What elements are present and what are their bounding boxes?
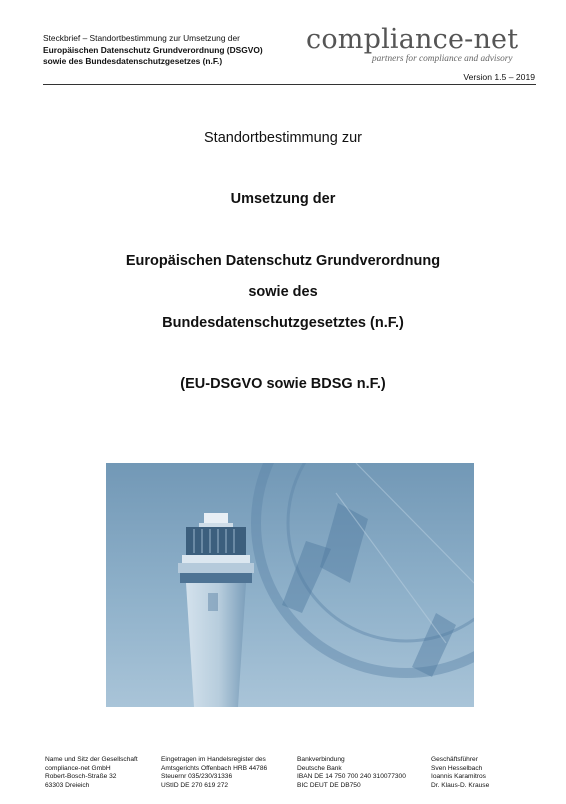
footer-line: compliance-net GmbH (45, 764, 111, 772)
title-line-6: (EU-DSGVO sowie BDSG n.F.) (180, 376, 386, 392)
footer-bank-info (297, 756, 406, 790)
header-line-1: Steckbrief – Standortbestimmung zur Umsetzung der (43, 33, 240, 43)
footer-line: Sven Hesselbach (431, 764, 483, 772)
footer-register-info (161, 756, 267, 790)
header-line-3: sowie des Bundesdatenschutzgesetzes (n.F.) (43, 56, 223, 67)
header-divider (43, 84, 536, 85)
footer-company-info (45, 756, 138, 790)
logo-tagline: partners for compliance and advisory (372, 54, 513, 64)
footer-line: Geschäftsführer (431, 756, 478, 763)
footer-line: Dr. Klaus-D. Krause (431, 781, 490, 789)
footer-management-info (431, 756, 489, 790)
header-line-2: Europäischen Datenschutz Grundverordnung (DSGVO) (43, 44, 263, 55)
title-line-2: Umsetzung der (230, 191, 336, 207)
footer-line: Amtsgerichts Offenbach HRB 44786 (161, 764, 268, 772)
document-header-title (43, 33, 318, 68)
compliance-net-logo (306, 24, 542, 64)
footer-line: Deutsche Bank (297, 764, 342, 772)
title-line-4: sowie des (248, 284, 318, 300)
footer-line: Ioannis Karamitros (431, 773, 486, 781)
footer-line: Name und Sitz der Gesellschaft (45, 756, 138, 763)
title-line-1: Standortbestimmung zur (204, 130, 362, 146)
footer-line: BIC DEUT DE DB750 (297, 781, 361, 789)
version-label: Version 1.5 – 2019 (463, 72, 535, 82)
footer-line: Bankverbindung (297, 756, 345, 763)
footer-line: Eingetragen im Handelsregister des (161, 756, 266, 763)
footer-line: Steuernr 035/230/31336 (161, 773, 233, 781)
title-line-3: Europäischen Datenschutz Grundverordnung (125, 253, 441, 269)
logo-wordmark: compliance-net (306, 24, 519, 55)
title-line-5: Bundesdatenschutzgesetztes (n.F.) (162, 315, 404, 331)
footer-line: Robert-Bosch-Straße 32 (45, 773, 117, 781)
footer-line: UStID DE 270 619 272 (161, 781, 229, 789)
footer-line: IBAN DE 14 750 700 240 310077300 (297, 773, 406, 781)
control-tower-photo (106, 463, 474, 707)
footer-line: 63303 Dreieich (45, 781, 90, 789)
